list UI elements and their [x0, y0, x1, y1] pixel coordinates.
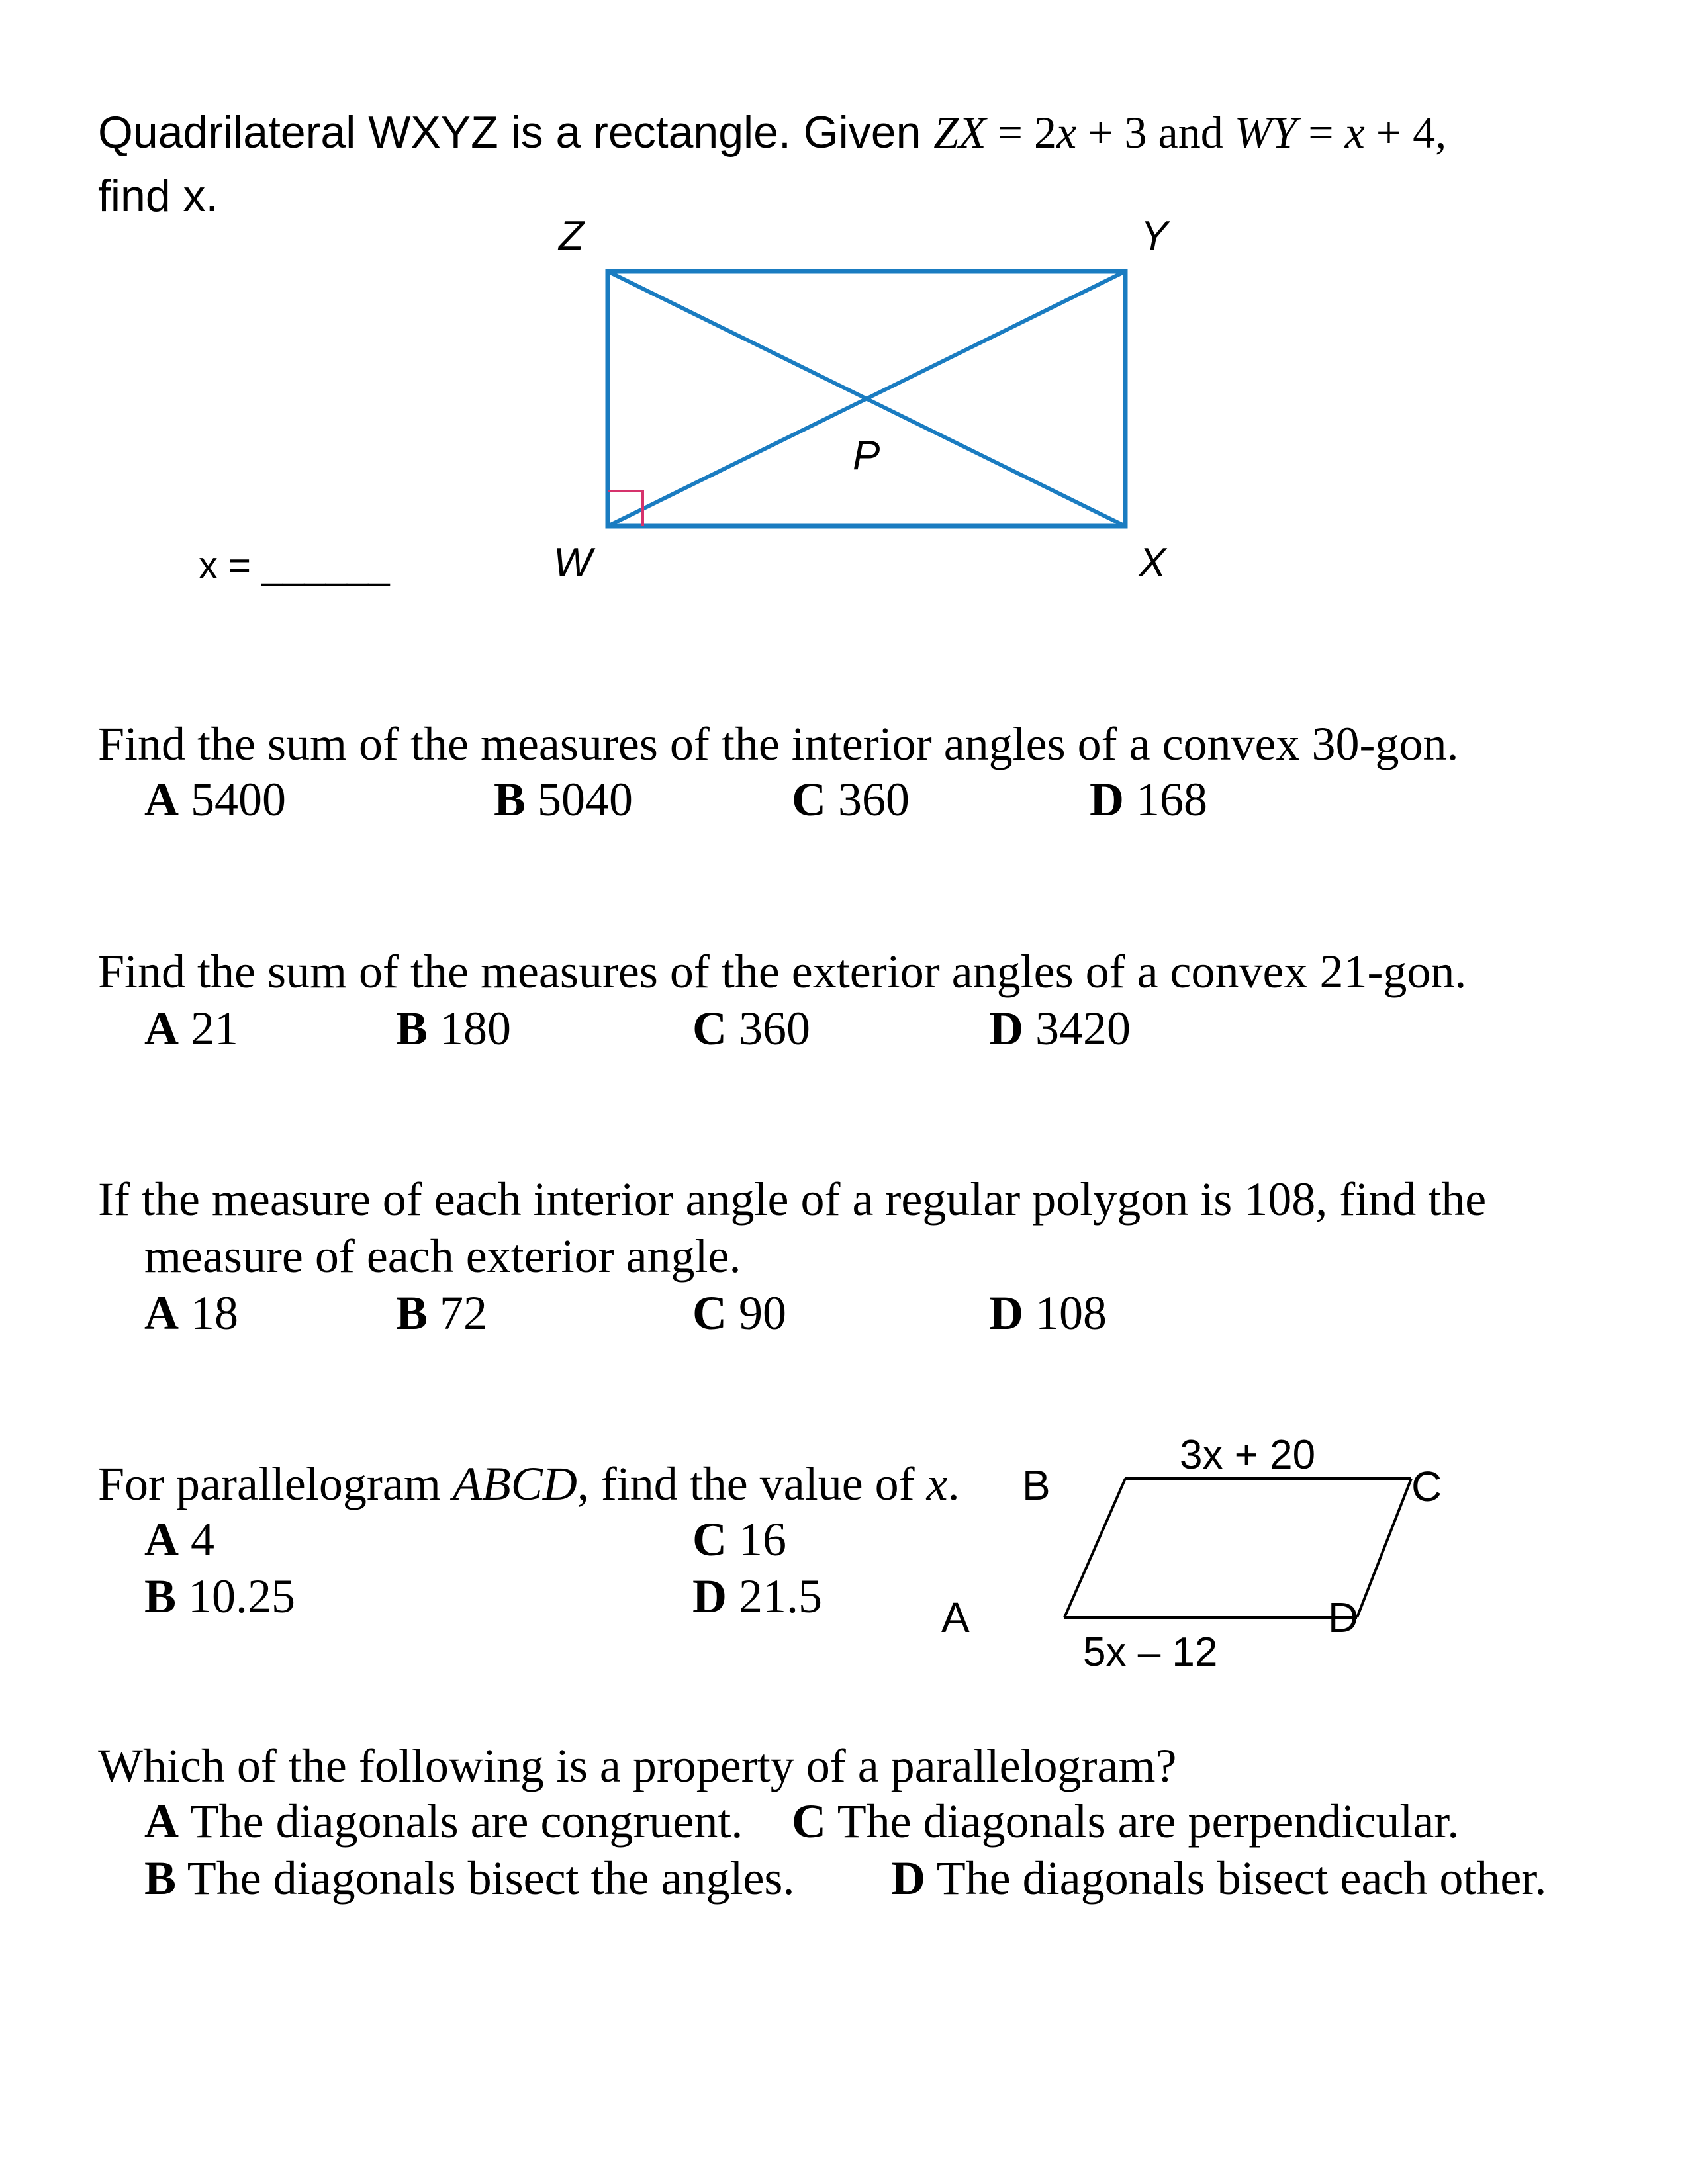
q4-option-a[interactable]: A 18: [144, 1287, 238, 1340]
q4-option-c[interactable]: C 90: [692, 1287, 786, 1340]
q5-option-b[interactable]: B 10.25: [144, 1570, 296, 1623]
expr-bottom: 5x – 12: [1083, 1629, 1218, 1675]
q1-line2: find x.: [98, 171, 218, 221]
label-c: C: [1411, 1463, 1442, 1510]
q6-option-a[interactable]: A The diagonals are congruent.: [144, 1795, 743, 1848]
q4-line1: If the measure of each interior angle of a regular polygon is 108, find the: [98, 1173, 1487, 1226]
q6-option-d[interactable]: D The diagonals bisect each other.: [891, 1852, 1547, 1905]
q1-line1: [98, 107, 1447, 158]
q6-option-c[interactable]: C The diagonals are perpendicular.: [792, 1795, 1460, 1848]
q4-line2: measure of each exterior angle.: [144, 1230, 741, 1283]
q5-text: For parallelogram ABCD, find the value of x.: [98, 1457, 960, 1510]
side-ab: [1064, 1479, 1125, 1617]
q2-option-a[interactable]: A 5400: [144, 773, 286, 826]
q1-wy: WY: [1234, 107, 1297, 158]
q3-option-b[interactable]: B 180: [396, 1002, 512, 1055]
label-d: D: [1328, 1594, 1359, 1641]
q3-text: Find the sum of the measures of the exterior angles of a convex 21-gon.: [98, 945, 1467, 998]
q1-rest1: + 3 and: [1076, 107, 1235, 158]
q2-option-b[interactable]: B 5040: [494, 773, 633, 826]
q4-option-b[interactable]: B 72: [396, 1287, 488, 1340]
q6-text: Which of the following is a property of a parallelogram?: [98, 1739, 1177, 1792]
q1-answer-blank[interactable]: x = ______: [199, 544, 390, 587]
q1-eq2: =: [1297, 107, 1345, 158]
expr-top: 3x + 20: [1180, 1432, 1316, 1478]
q1-x2: x: [1344, 107, 1365, 158]
q3-option-a[interactable]: A 21: [144, 1002, 238, 1055]
q3-option-d[interactable]: D 3420: [989, 1002, 1131, 1055]
q6-option-b[interactable]: B The diagonals bisect the angles.: [144, 1852, 795, 1905]
q1-line1-start: Quadrilateral WXYZ is a rectangle. Given: [98, 107, 934, 158]
rectangle-figure: [583, 251, 1165, 549]
label-p: P: [853, 433, 880, 478]
q5-option-d[interactable]: D 21.5: [692, 1570, 822, 1623]
q5-option-a[interactable]: A 4: [144, 1513, 214, 1566]
q1-rest2: + 4,: [1364, 107, 1447, 158]
label-a: A: [941, 1594, 970, 1641]
q1-x1: x: [1056, 107, 1077, 158]
q3-option-c[interactable]: C 360: [692, 1002, 810, 1055]
q1-eq1: = 2: [986, 107, 1057, 158]
q2-option-d[interactable]: D 168: [1090, 773, 1207, 826]
label-y: Y: [1141, 213, 1168, 259]
q2-text: Find the sum of the measures of the interior angles of a convex 30-gon.: [98, 717, 1459, 770]
q1-zx: ZX: [933, 107, 986, 158]
q5-xvar: x: [926, 1457, 948, 1510]
q5-option-c[interactable]: C 16: [692, 1513, 786, 1566]
right-angle-marker: [608, 491, 643, 526]
q4-option-d[interactable]: D 108: [989, 1287, 1107, 1340]
label-b: B: [1022, 1461, 1051, 1509]
q5-abcd: ABCD: [452, 1457, 577, 1510]
side-dc: [1357, 1479, 1411, 1617]
label-x: X: [1139, 540, 1166, 586]
label-w: W: [553, 540, 592, 586]
q2-option-c[interactable]: C 360: [792, 773, 910, 826]
label-z: Z: [559, 213, 584, 259]
